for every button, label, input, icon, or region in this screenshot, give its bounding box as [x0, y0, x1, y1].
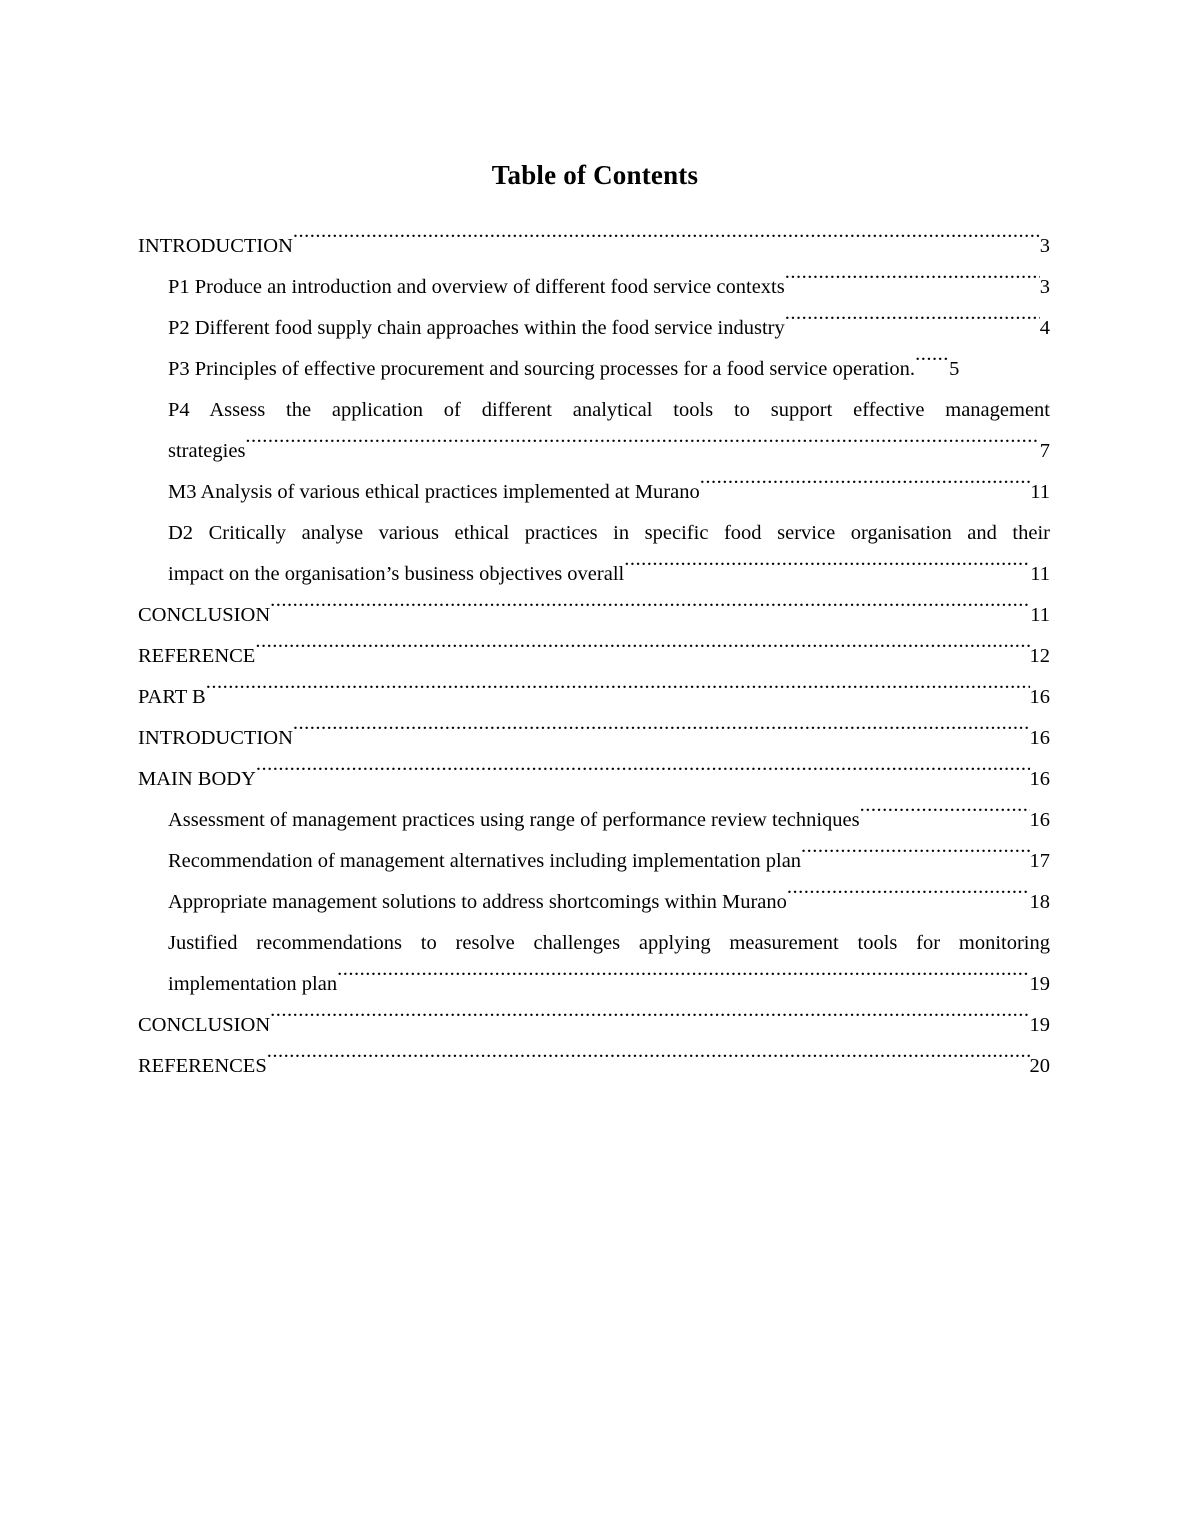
- toc-entry-label: D2 Critically analyse various ethical practices in specific food service organisation and their: [168, 522, 1050, 544]
- page-title: Table of Contents: [491, 160, 699, 190]
- toc-entry[interactable]: [138, 800, 1050, 841]
- toc-page-number: 16: [1029, 768, 1050, 790]
- toc-page-number: 11: [1030, 481, 1050, 503]
- toc-leader-dots: [785, 273, 1040, 294]
- toc-leader-dots: [256, 765, 1030, 786]
- toc-page-number: 19: [1029, 973, 1050, 995]
- toc-entry[interactable]: [138, 923, 1050, 1005]
- toc-entry-label: CONCLUSION: [138, 1014, 271, 1036]
- toc-leader-dots: [700, 478, 1031, 499]
- toc-entry[interactable]: [138, 513, 1050, 595]
- toc-leader-dots: [255, 642, 1029, 663]
- toc-page-number: 3: [1039, 276, 1050, 298]
- table-of-contents: [138, 226, 1050, 1087]
- toc-leader-dots: [267, 1052, 1030, 1073]
- toc-page-number: 12: [1029, 645, 1050, 667]
- toc-entry-label: REFERENCES: [138, 1055, 267, 1077]
- toc-entry-tail-line: [168, 431, 1050, 472]
- toc-leader-dots: [337, 970, 1029, 991]
- toc-entry-label: CONCLUSION: [138, 604, 271, 626]
- toc-entry[interactable]: [138, 1005, 1050, 1046]
- toc-leader-dots: [245, 437, 1039, 458]
- toc-leader-dots: [785, 314, 1040, 335]
- toc-entry-label: INTRODUCTION: [138, 235, 293, 257]
- toc-entry[interactable]: [138, 718, 1050, 759]
- toc-page-number: 3: [1039, 235, 1050, 257]
- toc-entry[interactable]: [138, 882, 1050, 923]
- toc-leader-dots: [206, 683, 1030, 704]
- toc-entry-label: Justified recommendations to resolve challenges applying measurement tools for monitoring: [168, 932, 1050, 954]
- toc-entry-label: Assessment of management practices using range of performance review techniques: [168, 809, 860, 831]
- toc-entry[interactable]: [138, 267, 1050, 308]
- toc-page-number: 11: [1030, 604, 1050, 626]
- toc-page-number: 7: [1039, 440, 1050, 462]
- toc-entry[interactable]: [138, 595, 1050, 636]
- toc-entry-label: P3 Principles of effective procurement and sourcing processes for a food service operation.: [168, 358, 916, 380]
- toc-entry-label: INTRODUCTION: [138, 727, 293, 749]
- toc-entry-label-continued: implementation plan: [168, 973, 338, 995]
- toc-page-number: 17: [1029, 850, 1050, 872]
- toc-entry-label: Appropriate management solutions to address shortcomings within Murano: [168, 891, 787, 913]
- toc-page-number: 16: [1029, 809, 1050, 831]
- toc-entry[interactable]: [138, 1046, 1050, 1087]
- toc-entry[interactable]: [138, 636, 1050, 677]
- toc-entry[interactable]: [138, 226, 1050, 267]
- toc-entry[interactable]: [138, 349, 1050, 390]
- toc-entry[interactable]: [138, 841, 1050, 882]
- toc-entry[interactable]: [138, 677, 1050, 718]
- toc-entry[interactable]: [138, 308, 1050, 349]
- toc-page-number: 4: [1039, 317, 1050, 339]
- toc-entry-label-continued: impact on the organisation’s business objectives overall: [168, 563, 625, 585]
- toc-leader-dots: [801, 847, 1029, 868]
- toc-entry-tail-line: [168, 964, 1050, 1005]
- toc-entry-label: M3 Analysis of various ethical practices implemented at Murano: [168, 481, 700, 503]
- toc-entry-tail-line: [168, 554, 1050, 595]
- toc-entry-label: Recommendation of management alternatives including implementation plan: [168, 850, 802, 872]
- toc-entry[interactable]: [138, 472, 1050, 513]
- toc-entry-label: P2 Different food supply chain approaches within the food service industry: [168, 317, 785, 339]
- toc-leader-dots: [624, 560, 1030, 581]
- toc-page-number: 5: [949, 358, 960, 380]
- toc-page-number: 18: [1029, 891, 1050, 913]
- toc-leader-dots: [915, 355, 949, 376]
- toc-page-number: 16: [1029, 727, 1050, 749]
- toc-page-number: 16: [1029, 686, 1050, 708]
- toc-page-number: 19: [1029, 1014, 1050, 1036]
- toc-entry[interactable]: [138, 759, 1050, 800]
- toc-leader-dots: [293, 232, 1040, 253]
- toc-entry-label-continued: strategies: [168, 440, 246, 462]
- toc-entry-label: REFERENCE: [138, 645, 256, 667]
- toc-page-number: 11: [1030, 563, 1050, 585]
- toc-leader-dots: [270, 601, 1030, 622]
- toc-entry-label: P4 Assess the application of different analytical tools to support effective management: [168, 399, 1050, 421]
- toc-leader-dots: [293, 724, 1030, 745]
- toc-leader-dots: [270, 1011, 1029, 1032]
- toc-page-number: 20: [1029, 1055, 1050, 1077]
- toc-entry-label: MAIN BODY: [138, 768, 256, 790]
- toc-entry-label: PART B: [138, 686, 206, 708]
- toc-leader-dots: [860, 806, 1030, 827]
- toc-leader-dots: [787, 888, 1030, 909]
- toc-entry[interactable]: [138, 390, 1050, 472]
- toc-entry-label: P1 Produce an introduction and overview of different food service contexts: [168, 276, 785, 298]
